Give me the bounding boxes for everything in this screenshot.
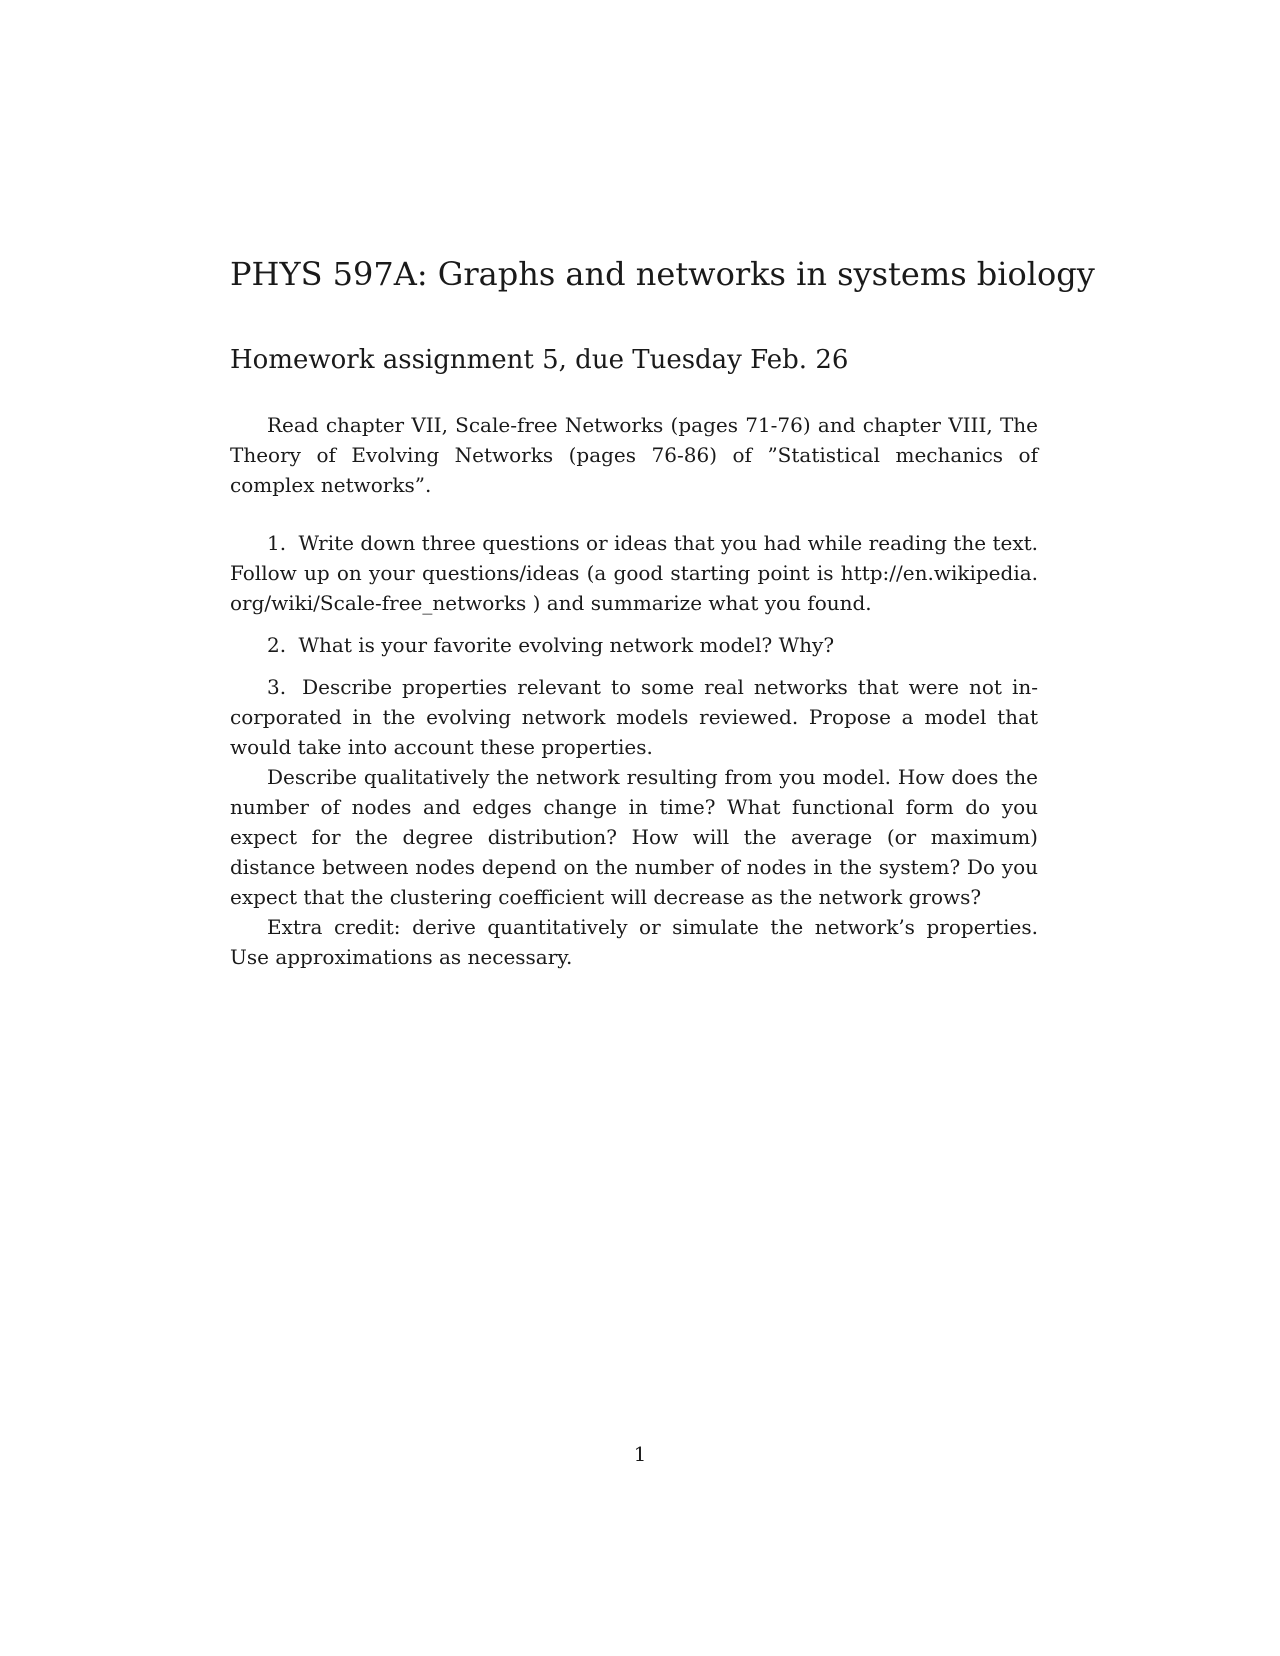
question-3-text: Describe properties relevant to some real networks that were not incorporated in the evolving network models reviewed. Propose a model that would take into account these properties.	[230, 675, 1039, 759]
question-1-number: 1.	[267, 531, 287, 555]
wikipedia-link[interactable]: http://en.wikipedia.org/wiki/Scale-free_networks	[230, 561, 1038, 615]
question-1-text-end: ) and summarize what you found.	[532, 591, 872, 615]
reading-instructions: Read chapter VII, Scale-free Networks (pages 71-76) and chapter VIII, The Theory of Evolving Networks (pages 76-86) of ”Statistical mechanics of complex networks”.	[230, 413, 1038, 497]
document-title: PHYS 597A: Graphs and networks in systems biology	[230, 255, 1095, 293]
question-1-text: Write down three questions or ideas that you had while reading the text. Follow up on your questions/ideas (a good starting point is	[230, 531, 1039, 585]
extra-credit: Extra credit: derive quantitatively or simulate the network’s properties. Use approximations as necessary.	[230, 915, 1038, 969]
question-2-number: 2.	[267, 633, 287, 657]
assignment-subtitle: Homework assignment 5, due Tuesday Feb. 26	[230, 345, 849, 375]
question-2-text: What is your favorite evolving network model? Why?	[298, 633, 835, 657]
assignment-body	[230, 410, 1038, 972]
page-number: 1	[633, 1442, 647, 1466]
question-3-follow-up: Describe qualitatively the network resulting from you model. How does the number of nodes and edges change in time? What functional form do you expect for the degree distribution? How will the average (or maximum) distance between nodes depend on the number of nodes in the system? Do you expect that the clustering coefficient will decrease as the network grows?	[230, 765, 1038, 909]
question-3	[230, 672, 1038, 762]
question-1	[230, 528, 1038, 618]
question-3-number: 3.	[267, 675, 287, 699]
question-2	[230, 630, 1038, 660]
